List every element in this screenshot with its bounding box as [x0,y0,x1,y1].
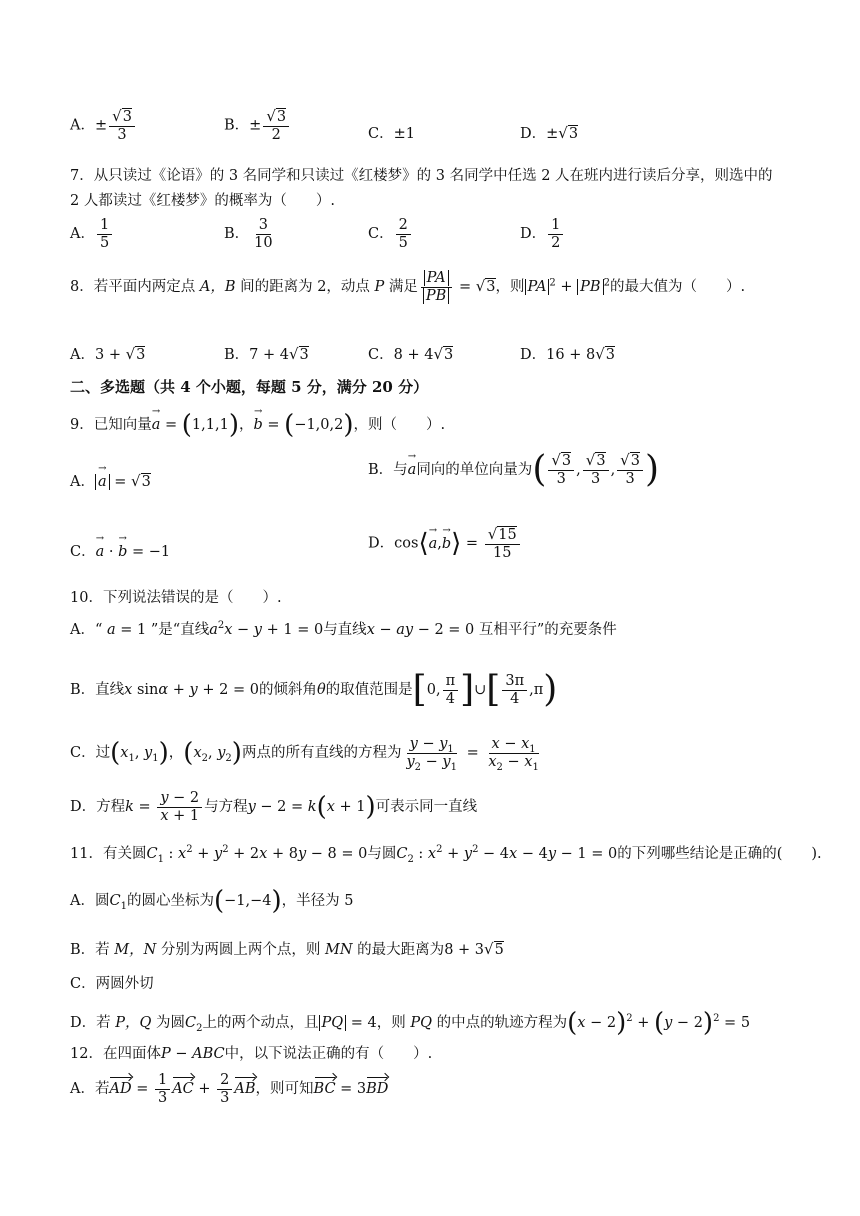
q8-option-c: C．8 + 4√3 [368,345,454,363]
q11-option-b: B．若 M，N 分别为两圆上两个点，则 MN 的最大距离为8 + 3√5 [70,940,504,958]
q6-option-d: D．±√3 [520,124,579,142]
q7-option-c: C． $\frac{2}{5}$ [368,217,413,251]
q6-option-b: B．± $\frac{√3}{2}$ [224,108,291,143]
q11-stem: 11．有关圆$C_1$ : $x^2 + y^2 + 2x + 8y - 8 = 0$与圆$C_2$ : $x^2 + y^2 - 4x - 4y - 1 = 0$的下列哪些结论是正确的( ). [70,844,822,865]
q10-option-b: B．直线x sinα + y + 2 = 0的倾斜角θ的取值范围是[0, $\frac{\pi}{4}$ ]∪[ $\frac{3\pi}{4}$ ,π) [70,669,558,710]
q12-stem: 12．在四面体P − ABC中，以下说法正确的有（ ）. [70,1046,433,1062]
section-title-multiple-choice: 二、多选题（共 4 个小题，每题 5 分，满分 20 分） [70,378,429,396]
q6-option-c: C．±1 [368,126,415,142]
q10-option-a: A．“ a = 1 ”是“直线$a^2x - y + 1 = 0$与直线x − ay − 2 = 0 互相平行”的充要条件 [70,620,617,638]
q9-option-a: A．→ a = √3 [70,470,151,491]
q9-option-d: D．cos⟨→ a,→ b⟩ = $\frac{√15}{15}$ [368,526,522,561]
q10-option-c: C．过($x_1$, $y_1$)，($x_2$, $y_2$)两点的所有直线的方程为 $\frac{y - y_1}{y_2 - y_1}$ = $\frac{x - x_1}{x_2 - x_1}$ [70,736,539,773]
q6-option-a: A．± $\frac{√3}{3}$ [70,108,137,143]
q7-stem-line1: 7．从只读过《论语》的 3 名同学和只读过《红楼梦》的 3 名同学中任选 2 人在班内进行读后分享，则选中的 [70,168,773,184]
q7-option-b: B． $\frac{3}{10}$ [224,217,273,251]
q7-stem-line2: 2 人都读过《红楼梦》的概率为（ ）. [70,193,335,209]
q12-option-a: A．若AD = $\frac{1}{3}$ AC + $\frac{2}{3}$ AB，则可知BC = 3BD [70,1072,389,1106]
q9-option-b: B．与→ a同向的单位向量为( $\frac{√3}{3}$ , $\frac{√3}{3}$ , $\frac{√3}{3}$ ) [368,452,659,488]
q10-stem: 10．下列说法错误的是（ ）. [70,590,282,606]
q8-stem: 8．若平面内两定点 A，B 间的距离为 2，动点 P 满足 $\frac{PA}{PB}$ = √3，则 PA $^2$ + PB $^2$的最大值为（ ）. [70,270,746,304]
q11-option-a: A．圆$C_1$的圆心坐标为(−1,−4)，半径为 5 [70,886,354,916]
q8-option-d: D．16 + 8√3 [520,345,615,363]
q11-option-c: C．两圆外切 [70,976,154,992]
q11-option-d: D．若 P，Q 为圆$C_2$上的两个动点，且 PQ = 4，则 PQ 的中点的轨迹方程为$(x - 2)^2 + (y - 2)^2 = 5$ [70,1008,751,1038]
q7-option-a: A． $\frac{1}{5}$ [70,217,114,251]
q8-option-b: B．7 + 4√3 [224,345,309,363]
q8-option-a: A．3 + √3 [70,345,146,363]
q7-option-d: D． $\frac{1}{2}$ [520,217,565,251]
q10-option-d: D．方程k = $\frac{y - 2}{x + 1}$ 与方程y − 2 = k(x + 1)可表示同一直线 [70,790,478,824]
q9-stem: 9．已知向量→ a = (1,1,1)，→ b = (−1,0,2)，则（ ）. [70,412,445,438]
q9-option-c: C．→ a · → b = −1 [70,540,170,561]
